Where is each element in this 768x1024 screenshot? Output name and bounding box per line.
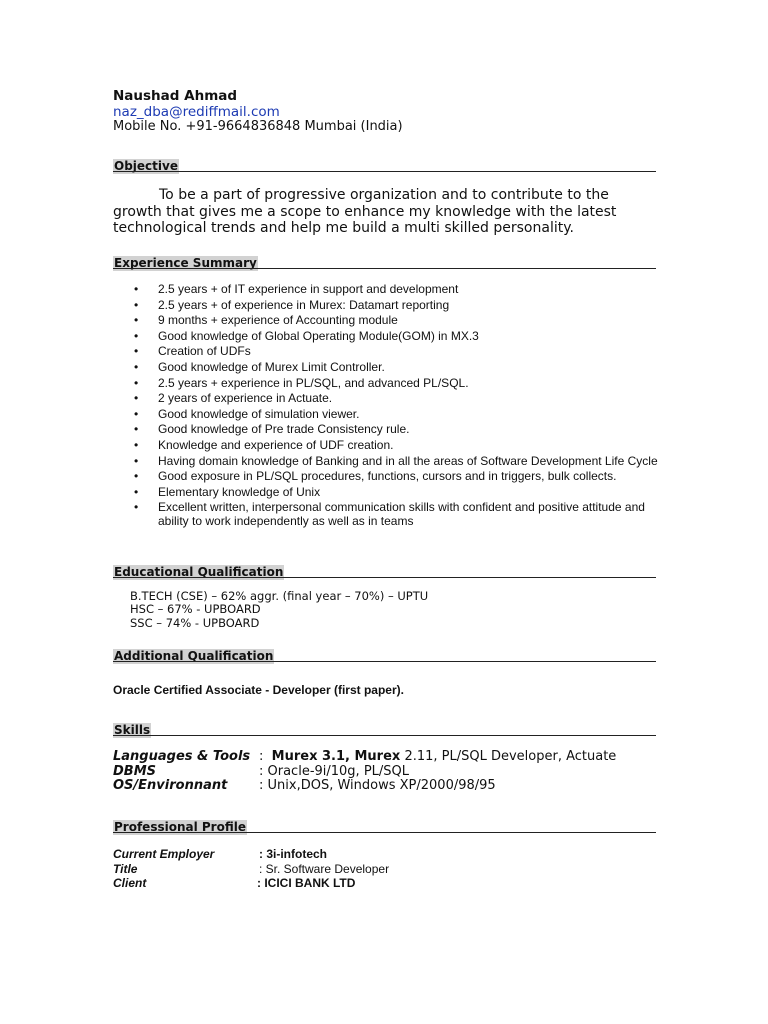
skills-table (113, 750, 673, 794)
profile-label-title: Title (113, 861, 138, 876)
list-item: • 2 years of experience in Actuate. (134, 391, 664, 405)
experience-list (134, 282, 664, 530)
list-item: • Elementary knowledge of Unix (134, 485, 664, 499)
education-item: B.TECH (CSE) – 62% aggr. (final year – 70%) – UPTU (130, 589, 429, 603)
list-item: • 2.5 years + experience in PL/SQL, and advanced PL/SQL. (134, 376, 664, 390)
skills-value-languages-rest: 2.11, PL/SQL Developer, Actuate (404, 749, 617, 764)
mobile-number: Mobile No. +91-9664836848 Mumbai (India) (113, 119, 403, 134)
experience-section-header (113, 252, 656, 271)
profile-label-client: Client (113, 876, 147, 891)
profile-value-title: : Sr. Software Developer (259, 861, 390, 876)
email-address[interactable]: naz_dba@rediffmail.com (113, 104, 280, 120)
skills-value-os: : Unix,DOS, Windows XP/2000/98/95 (259, 778, 496, 794)
profile-value-client: : ICICI BANK LTD (257, 876, 356, 891)
skills-row-dbms (113, 765, 673, 780)
list-item: • 2.5 years + of IT experience in support and development (134, 282, 664, 296)
section-divider (113, 577, 656, 578)
list-item: • Good knowledge of Murex Limit Controller. (134, 360, 664, 374)
skills-label-os: OS/Environnant (113, 778, 228, 794)
list-item: • 9 months + experience of Accounting module (134, 313, 664, 327)
skills-value-dbms: : Oracle-9i/10g, PL/SQL (259, 763, 410, 779)
section-title-objective: Objective (114, 159, 178, 173)
section-divider (113, 735, 656, 736)
profile-row-employer (113, 847, 513, 862)
objective-text: To be a part of progressive organization and to contribute to the growth that gives me a scope to enhance my knowledge with the latest technological trends and help me build a multi skilled personality. (113, 187, 617, 236)
profile-table (113, 847, 513, 891)
additional-qualification-text: Oracle Certified Associate - Developer (first paper). (113, 683, 404, 697)
section-divider (113, 268, 656, 269)
education-item: SSC – 74% - UPBOARD (130, 615, 260, 630)
list-item: • Creation of UDFs (134, 344, 664, 358)
section-title-additional: Additional Qualification (114, 649, 274, 663)
skills-row-os (113, 779, 673, 794)
education-list (130, 590, 428, 630)
list-item: • Good knowledge of Global Operating Module(GOM) in MX.3 (134, 329, 664, 343)
skills-separator: : (259, 749, 264, 764)
list-item: • Knowledge and experience of UDF creation. (134, 438, 664, 452)
skills-section-header (113, 719, 656, 738)
skills-row-languages (113, 750, 673, 765)
list-item: • Having domain knowledge of Banking and in all the areas of Software Development Life Cycle (134, 454, 664, 468)
education-section-header (113, 561, 656, 580)
skills-label-dbms: DBMS (113, 763, 156, 779)
additional-section-header (113, 645, 656, 664)
list-item: • Excellent written, interpersonal communication skills with confident and positive attitude and ability to work independently as well as in teams (134, 500, 664, 528)
objective-section-header (113, 155, 656, 174)
section-divider (113, 661, 656, 662)
skills-label-languages: Languages & Tools (113, 749, 251, 764)
list-item: • Good exposure in PL/SQL procedures, functions, cursors and in triggers, bulk collects. (134, 469, 664, 483)
profile-row-title (113, 862, 513, 877)
list-item: • Good knowledge of simulation viewer. (134, 407, 664, 421)
section-title-profile: Professional Profile (114, 820, 246, 834)
section-divider (113, 171, 656, 172)
list-item: • Good knowledge of Pre trade Consistency rule. (134, 422, 664, 436)
section-title-skills: Skills (114, 723, 151, 737)
list-item: • 2.5 years + of experience in Murex: Datamart reporting (134, 298, 664, 312)
profile-label-employer: Current Employer (113, 847, 215, 861)
profile-value-employer: : 3i-infotech (259, 847, 327, 861)
candidate-name: Naushad Ahmad (113, 88, 238, 104)
profile-row-client (113, 876, 513, 891)
profile-section-header (113, 816, 656, 835)
skills-value-languages (259, 750, 616, 765)
education-item: HSC – 67% - UPBOARD (130, 602, 261, 617)
section-divider (113, 832, 656, 833)
skills-value-languages-bold: Murex 3.1, Murex (271, 749, 401, 764)
section-title-education: Educational Qualification (114, 565, 284, 579)
section-title-experience: Experience Summary (114, 256, 257, 270)
